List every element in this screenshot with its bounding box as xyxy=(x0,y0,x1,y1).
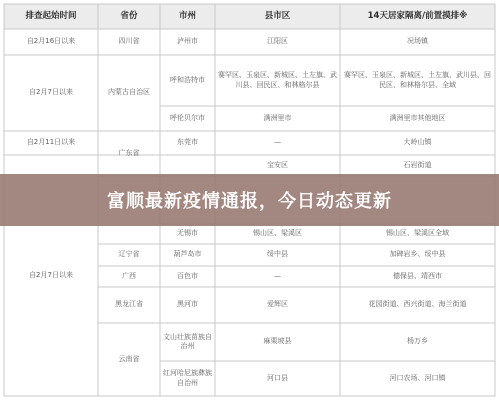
table-cell-province: 广东省 xyxy=(118,148,140,157)
table-cell-street: 大岭山镇 xyxy=(403,138,432,147)
table-cell-province: 云南省 xyxy=(118,354,140,363)
header-street: 14天居家隔离/前置摸排※ xyxy=(367,10,468,21)
table-cell-city: 红河哈尼族彝族自治州 xyxy=(163,369,212,387)
table-cell-county: 江阳区 xyxy=(267,37,288,46)
table-cell-street: 加碑岩乡、绥中县 xyxy=(389,250,446,259)
table-cell-province: 内蒙古自治区 xyxy=(108,88,150,97)
table-cell-city: 葫芦岛市 xyxy=(173,250,202,259)
table-cell-street: 石岩街道 xyxy=(403,160,432,169)
table-cell-street: 满洲里市其他地区 xyxy=(389,113,446,122)
table-cell-street: 河口农场、河口镇 xyxy=(389,373,446,382)
table-cell-province: 四川省 xyxy=(118,37,140,46)
table-cell-county: — xyxy=(274,271,281,280)
banner-title: 富顺最新疫情通报，今日动态更新 xyxy=(107,191,392,212)
table-cell-province: 辽宁省 xyxy=(118,250,140,259)
table-cell-city: 文山壮族苗族自治州 xyxy=(163,332,212,350)
header-city: 市州 xyxy=(178,10,196,21)
table-cell-county: 宝安区 xyxy=(267,160,288,169)
table-cell-date: 自2月11日以来 xyxy=(26,138,76,147)
table-cell-city: 无锡市 xyxy=(177,229,198,238)
table-cell-street: 赛罕区、玉泉区、新城区、土左旗、武川县、回民区、和林格尔县、全域 xyxy=(344,71,491,89)
table-cell-county: 绥中县 xyxy=(267,250,288,259)
table-cell-city: 泸州市 xyxy=(177,37,198,46)
table-cell-city: 呼和浩特市 xyxy=(170,75,205,84)
table-cell-county: 锡山区、梁溪区 xyxy=(253,229,302,238)
header-date: 排查起始时间 xyxy=(25,10,77,21)
table-cell-city: 东莞市 xyxy=(177,138,198,147)
header-province: 省份 xyxy=(120,10,138,21)
table-cell-county: 麻栗坡县 xyxy=(263,337,292,346)
table-cell-city: 呼伦贝尔市 xyxy=(170,113,205,122)
table-cell-street: 德保县、靖西市 xyxy=(393,271,442,280)
table-cell-street: 锡山区、梁溪区全域 xyxy=(386,229,449,238)
table-cell-city: 百色市 xyxy=(177,271,198,280)
table-cell-street: 况场镇 xyxy=(407,37,428,46)
table-cell-county: 河口县 xyxy=(267,373,288,382)
table-cell-county: 爱辉区 xyxy=(267,300,288,309)
table-cell-street: 花园街道、西兴街道、海兰街道 xyxy=(368,300,467,309)
table-cell-county: 满洲里市 xyxy=(263,113,292,122)
table-cell-date: 自2月16日以来 xyxy=(26,37,76,46)
table-cell-province: 广西 xyxy=(122,271,136,280)
title-banner xyxy=(0,174,499,226)
header-county: 县市区 xyxy=(264,10,291,21)
table-cell-date: 自2月7日以来 xyxy=(29,270,73,279)
table-cell-city: 黑河市 xyxy=(177,300,198,309)
table-cell-province: 黑龙江省 xyxy=(115,300,143,309)
table-cell-county: — xyxy=(274,138,281,147)
table-cell-county: 赛罕区、玉泉区、新城区、土左旗、武川县、回民区、和林格尔县 xyxy=(218,71,337,89)
table-cell-date: 自2月7日以来 xyxy=(29,88,73,97)
table-cell-street: 杨万乡 xyxy=(407,337,428,346)
